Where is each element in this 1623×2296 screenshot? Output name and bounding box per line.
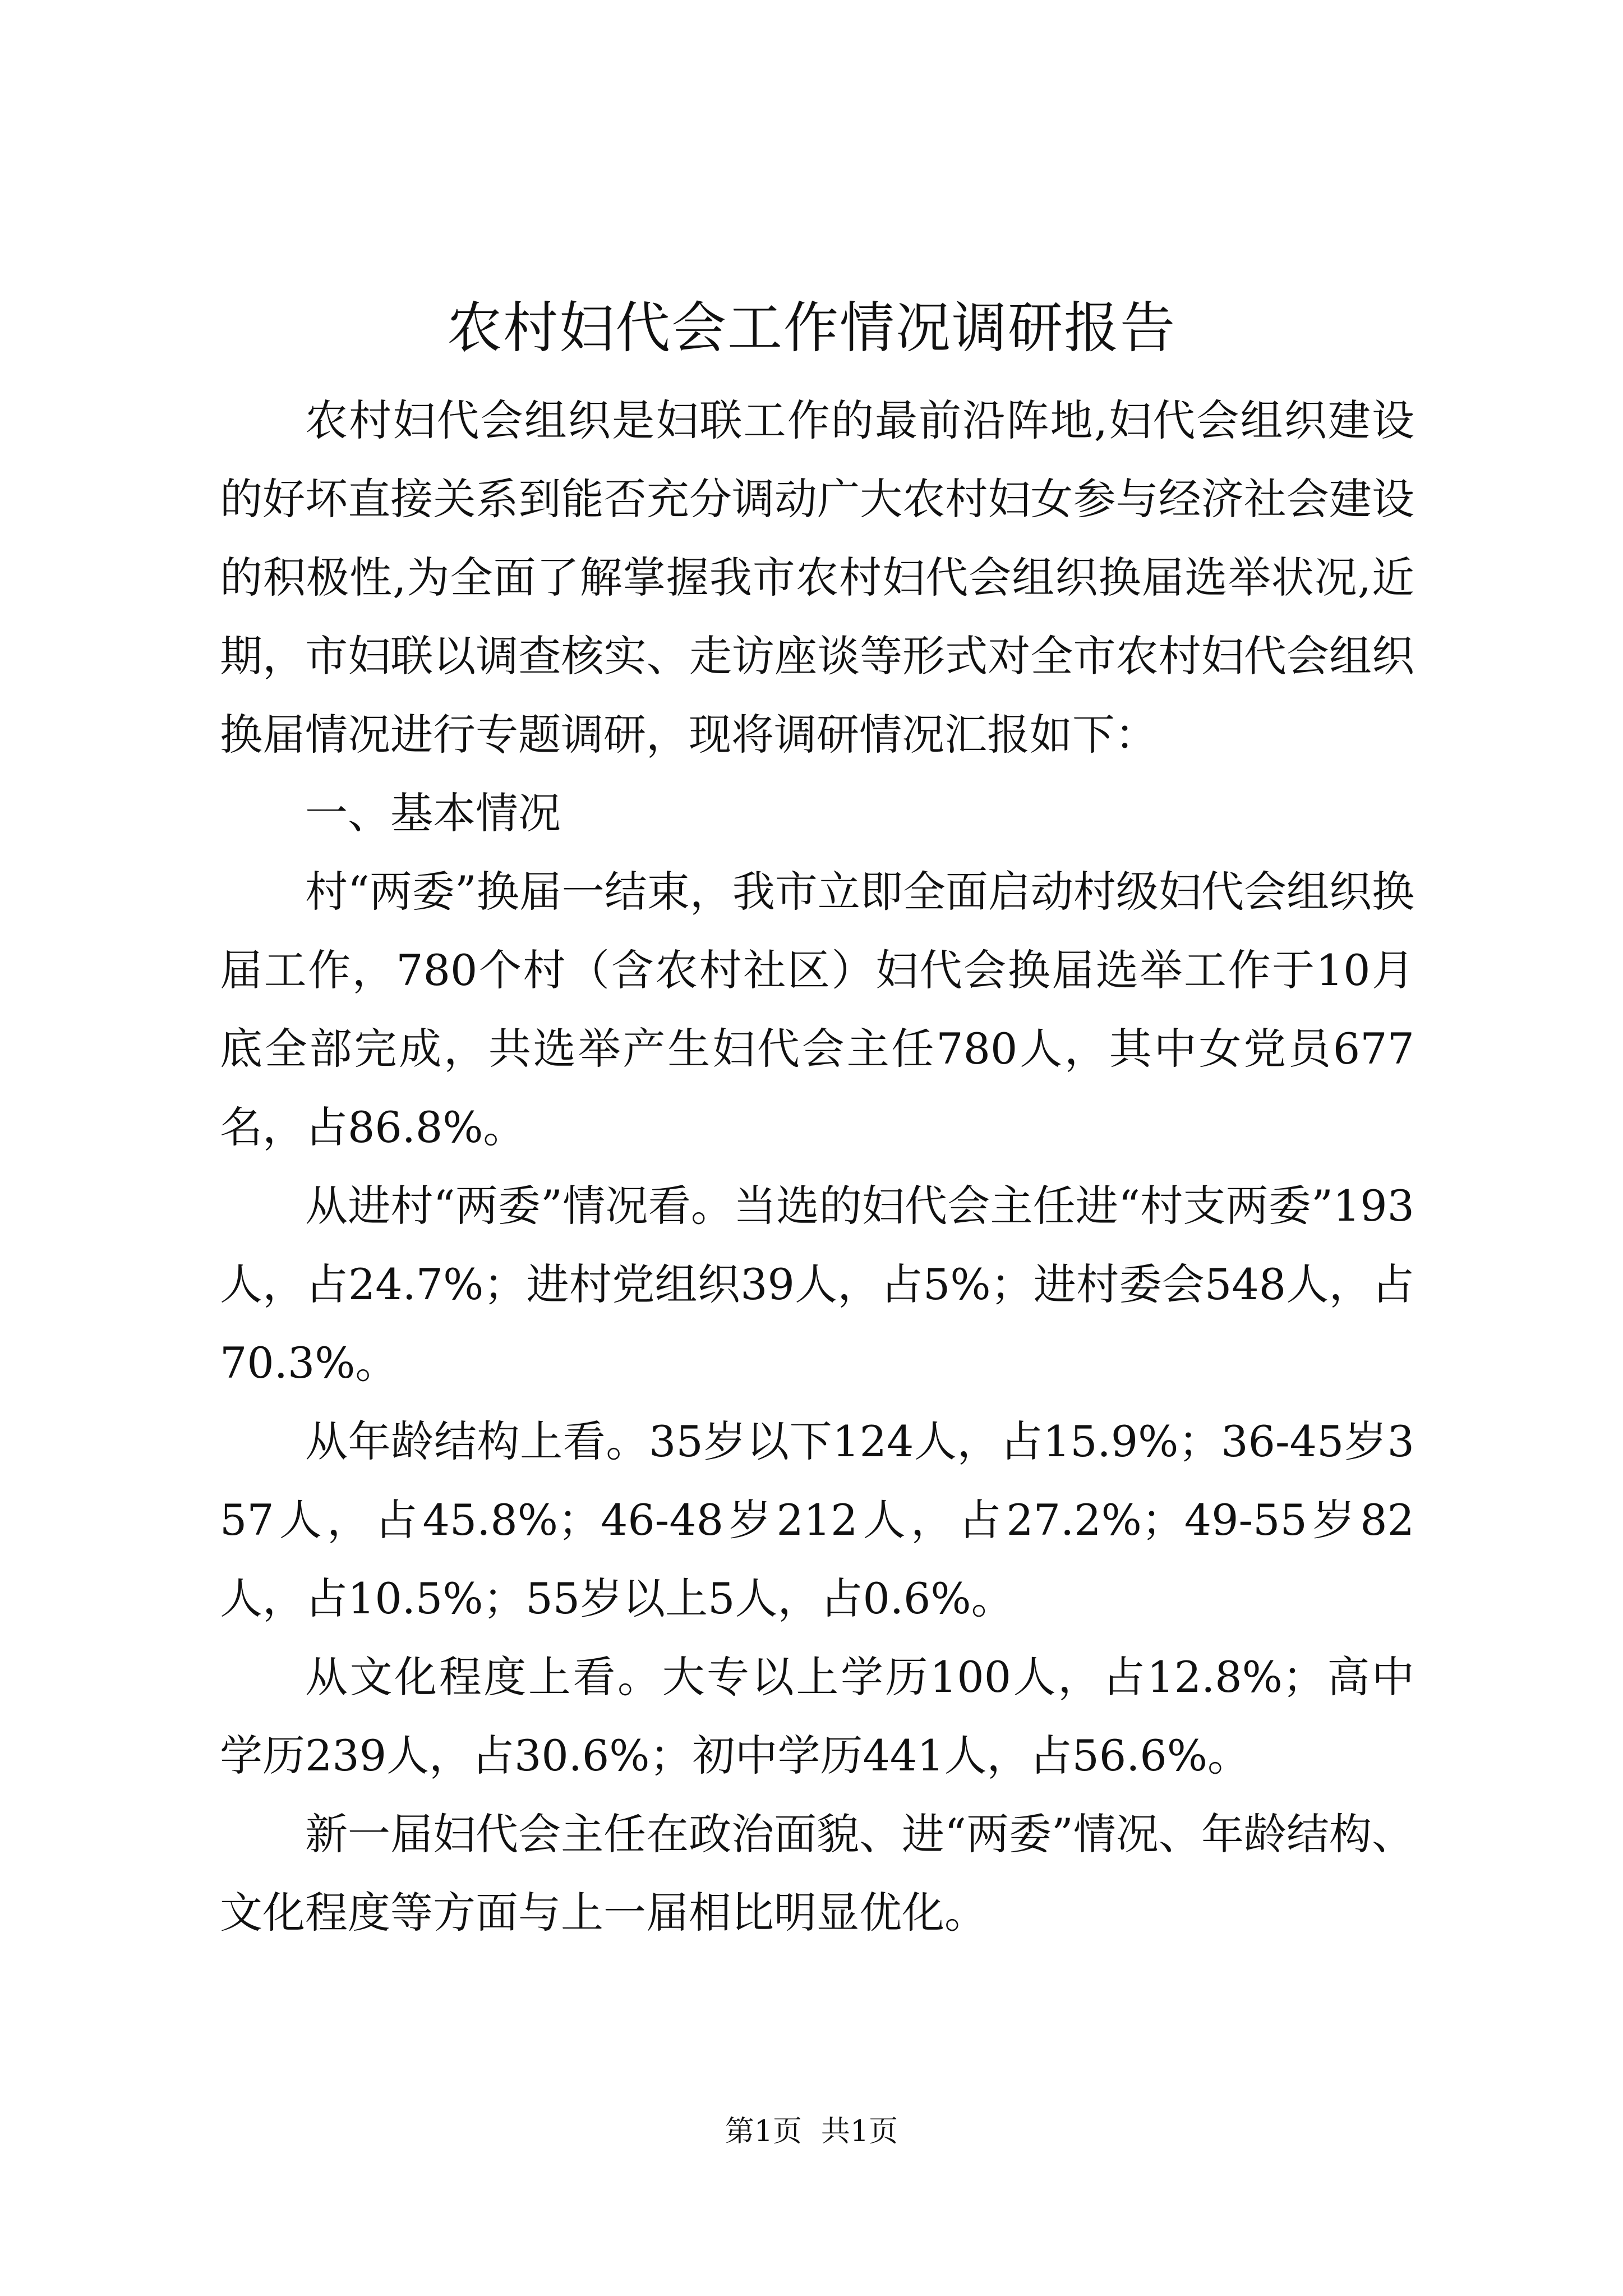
paragraph-intro: 农村妇代会组织是妇联工作的最前沿阵地,妇代会组织建设的好坏直接关系到能否充分调动广大农村妇女参与经济社会建设的积极性,为全面了解掌握我市农村妇代会组织换届选举状况,近期，市妇联以调查核实、走访座谈等形式对全市农村妇代会组织换届情况进行专题调研，现将调研情况汇报如下： [220, 395, 1414, 760]
page-total: 共1页 [821, 2115, 898, 2148]
page-footer [0, 2112, 1623, 2151]
document-title: 农村妇代会工作情况调研报告 [446, 296, 1176, 360]
paragraph-summary: 新一届妇代会主任在政治面貌、进“两委”情况、年龄结构、文化程度等方面与上一届相比明显优化。 [220, 1809, 1414, 1938]
section-heading-basic: 一、基本情况 [305, 788, 561, 838]
paragraph-age-structure: 从年龄结构上看。35岁以下124人，占15.9%；36-45岁357人，占45.8%；46-48岁212人，占27.2%；49-55岁82人，占10.5%；55岁以上5人，占0.6%。 [220, 1416, 1414, 1623]
paragraph-two-committees: 从进村“两委”情况看。当选的妇代会主任进“村支两委”193人，占24.7%；进村党组织39人，占5%；进村委会548人，占70.3%。 [220, 1181, 1414, 1388]
paragraph-education: 从文化程度上看。大专以上学历100人，占12.8%；高中学历239人，占30.6%；初中学历441人，占56.6%。 [220, 1652, 1414, 1780]
paragraph-election: 村“两委”换届一结束，我市立即全面启动村级妇代会组织换届工作，780个村（含农村社区）妇代会换届选举工作于10月底全部完成，共选举产生妇代会主任780人，其中女党员677名，占86.8%。 [220, 867, 1414, 1152]
page-number: 第1页 [725, 2115, 802, 2148]
document-body [220, 381, 1414, 1952]
